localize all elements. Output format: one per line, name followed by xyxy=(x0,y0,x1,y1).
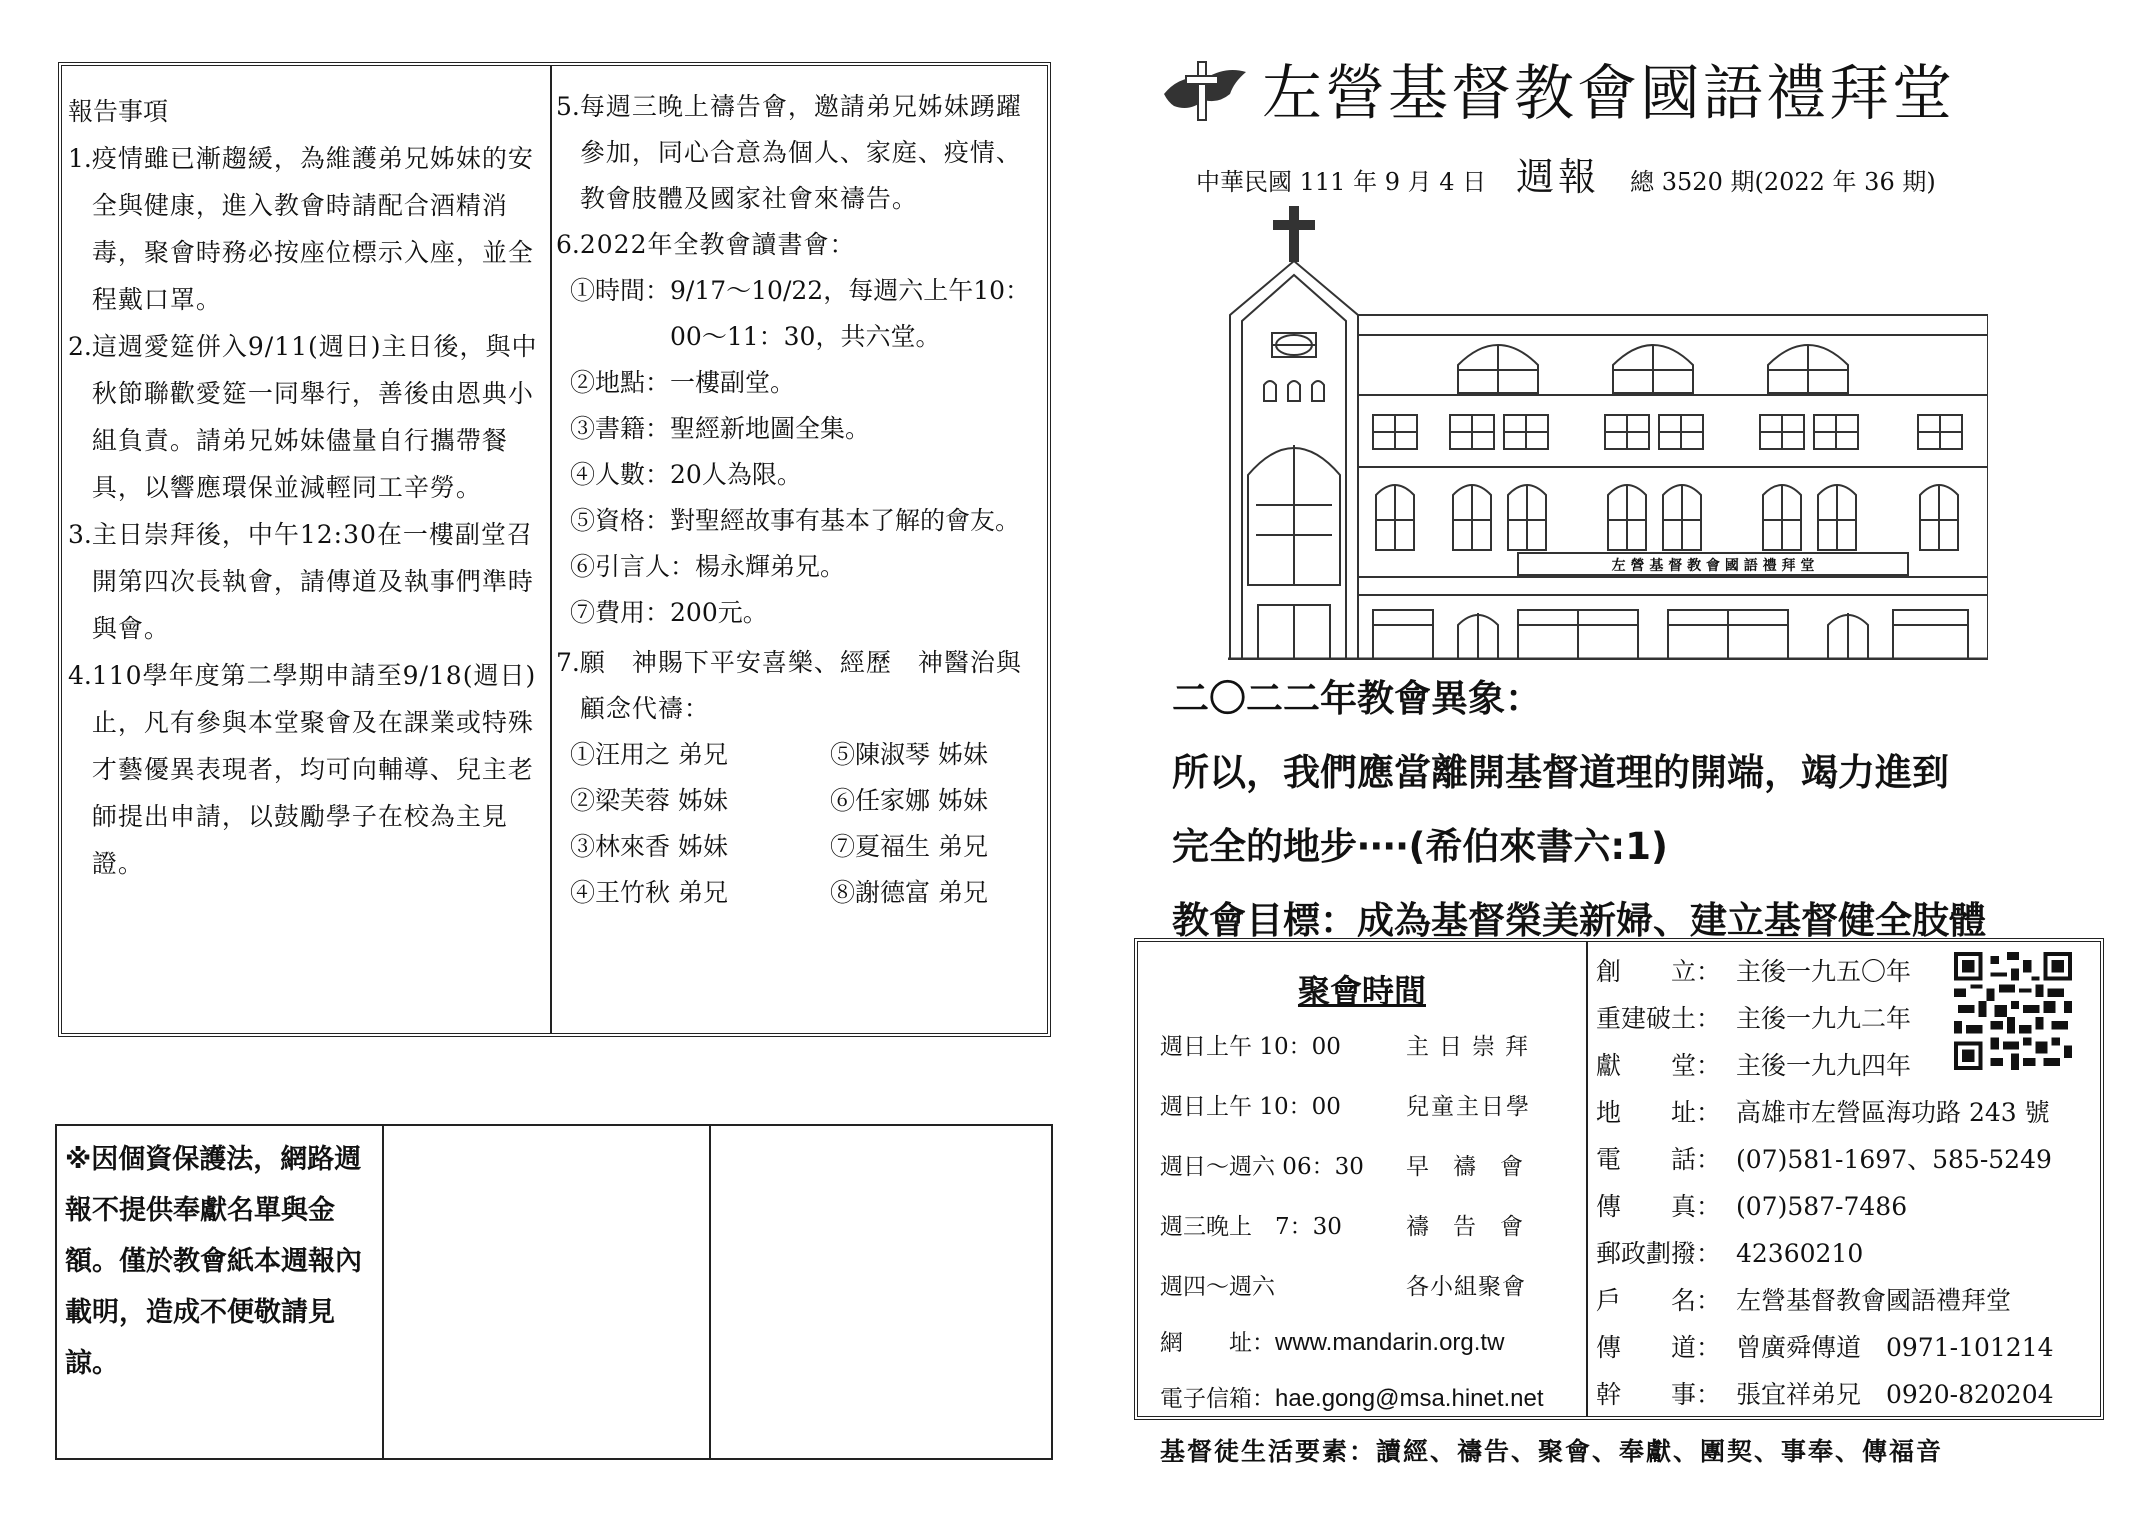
qr-code-icon[interactable] xyxy=(1954,952,2072,1070)
website-link[interactable]: www.mandarin.org.tw xyxy=(1275,1329,1505,1356)
info-row xyxy=(1596,1183,2098,1230)
detail-value: 20人為限。 xyxy=(670,460,802,489)
info-key: 重建破土： xyxy=(1596,1004,1722,1033)
meeting-times-heading: 聚會時間 xyxy=(1297,972,1426,1010)
email-label: 電子信箱： xyxy=(1160,1386,1275,1412)
website-row xyxy=(1160,1324,1504,1357)
detail-key: ①時間： xyxy=(570,276,671,305)
announcement-item xyxy=(68,323,550,511)
website-label: 網 址： xyxy=(1160,1330,1275,1356)
item-text: 願 神賜下平安喜樂、經歷 神醫治與顧念代禱： xyxy=(579,648,1022,723)
detail-value: 一樓副堂。 xyxy=(670,368,796,397)
prayer-list xyxy=(556,732,1047,916)
meeting-row xyxy=(1160,1088,1531,1121)
vision-verse-line2: 完全的地步‧‧‧‧(希伯來書六:1) xyxy=(1172,825,1668,868)
item-number: 3. xyxy=(68,520,92,549)
meeting-row xyxy=(1160,1028,1538,1061)
prayer-person: ⑤陳淑琴 姊妹 xyxy=(830,740,988,769)
announcement-item xyxy=(556,222,1047,268)
announcements-left-column xyxy=(62,66,552,1033)
detail-value: 對聖經故事有基本了解的會友。 xyxy=(670,506,1021,535)
meeting-row xyxy=(1160,1268,1526,1301)
info-key: 創 立： xyxy=(1596,957,1722,986)
detail-key: ③書籍： xyxy=(570,414,671,443)
info-value: 主後一九九二年 xyxy=(1736,1004,1912,1033)
announcements-box xyxy=(58,62,1051,1037)
item-text: 主日崇拜後，中午12:30在一樓副堂召開第四次長執會，請傳道及執事們準時與會。 xyxy=(91,520,534,643)
reading-detail xyxy=(556,544,1047,590)
church-title: 左營基督教會國語禮拜堂 xyxy=(1262,59,1955,129)
info-value: 主後一九五〇年 xyxy=(1736,957,1912,986)
privacy-notice: ※因個資保護法，網路週報不提供奉獻名單與金額。僅於教會紙本週報內載明，造成不便敬請見諒。 xyxy=(65,1144,362,1379)
detail-key: ⑤資格： xyxy=(570,506,671,535)
item-text: 這週愛筵併入9/11(週日)主日後，與中秋節聯歡愛筵一同舉行，善後由恩典小組負責。請弟兄姊妹儘量自行攜帶餐具，以響應環保並減輕同工辛勞。 xyxy=(91,332,538,502)
empty-cell xyxy=(384,1126,711,1458)
item-number: 1. xyxy=(68,144,92,173)
info-key: 地 址： xyxy=(1596,1098,1722,1127)
item-text: 每週三晚上禱告會，邀請弟兄姊妹踴躍參加，同心合意為個人、家庭、疫情、教會肢體及國家社會來禱告。 xyxy=(579,92,1022,213)
info-key: 幹 事： xyxy=(1596,1380,1722,1409)
info-row xyxy=(1596,1324,2098,1371)
meeting-time: 週三晚上 7：30 xyxy=(1160,1214,1342,1240)
meeting-name: 各小組聚會 xyxy=(1406,1274,1526,1300)
meeting-name: 早禱會 xyxy=(1406,1154,1547,1180)
vision-heading: 二〇二二年教會異象： xyxy=(1172,677,1542,720)
prayer-person: ⑥任家娜 姊妹 xyxy=(830,786,988,815)
announcement-item xyxy=(68,652,550,887)
detail-value: 9/17～10/22，每週六上午10：00～11：30，共六堂。 xyxy=(670,276,1031,351)
info-row xyxy=(1596,1230,2098,1277)
prayer-person: ①汪用之 弟兄 xyxy=(570,740,728,769)
church-goal: 教會目標：成為基督榮美新婦、建立基督健全肢體 xyxy=(1172,899,1986,942)
email-link[interactable]: hae.gong@msa.hinet.net xyxy=(1275,1385,1544,1412)
info-key: 獻 堂： xyxy=(1596,1051,1722,1080)
reading-detail xyxy=(556,360,1047,406)
info-key: 電 話： xyxy=(1596,1145,1722,1174)
church-logo-icon xyxy=(1160,60,1250,122)
prayer-person: ⑧謝德富 弟兄 xyxy=(830,878,988,907)
church-sign: 左 營 基 督 教 會 國 語 禮 拜 堂 xyxy=(1611,558,1815,574)
item-text: 110學年度第二學期申請至9/18(週日)止，凡有參與本堂聚會及在課業或特殊才藝優異表現者，均可向輔導、兒主老師提出申請，以鼓勵學子在校為主見證。 xyxy=(91,661,537,878)
info-key: 傳 真： xyxy=(1596,1192,1722,1221)
prayer-person: ②梁芙蓉 姊妹 xyxy=(570,786,728,815)
info-value: 主後一九九四年 xyxy=(1736,1051,1912,1080)
meeting-times xyxy=(1138,942,1588,1416)
item-text: 疫情雖已漸趨緩，為維護弟兄姊妹的安全與健康，進入教會時請配合酒精消毒，聚會時務必按座位標示入座，並全程戴口罩。 xyxy=(91,144,534,314)
detail-key: ④人數： xyxy=(570,460,671,489)
bulletin-issue: 總 3520 期(2022 年 36 期) xyxy=(1630,168,1936,196)
info-row xyxy=(1596,1277,2098,1324)
prayer-person: ⑦夏福生 弟兄 xyxy=(830,832,988,861)
info-row xyxy=(1596,1136,2098,1183)
prayer-person: ③林來香 姊妹 xyxy=(570,832,728,861)
detail-value: 聖經新地圖全集。 xyxy=(670,414,871,443)
detail-key: ⑦費用： xyxy=(570,598,671,627)
detail-value: 楊永輝弟兄。 xyxy=(695,552,846,581)
item-number: 4. xyxy=(68,661,92,690)
item-number: 6. xyxy=(556,230,580,259)
detail-value: 200元。 xyxy=(670,598,768,627)
prayer-person: ④王竹秋 弟兄 xyxy=(570,878,728,907)
meeting-row xyxy=(1160,1148,1547,1181)
info-value: 高雄市左營區海功路 243 號 xyxy=(1736,1098,2050,1127)
info-value: 張宜祥弟兄 0920-820204 xyxy=(1736,1380,2054,1409)
reading-detail xyxy=(556,268,1047,360)
meeting-info-box xyxy=(1134,938,2104,1420)
announcement-item xyxy=(556,84,1047,222)
reading-detail xyxy=(556,406,1047,452)
detail-key: ⑥引言人： xyxy=(570,552,696,581)
vision-verse-line1: 所以，我們應當離開基督道理的開端，竭力進到 xyxy=(1172,751,1949,794)
detail-key: ②地點： xyxy=(570,368,671,397)
info-key: 郵政劃撥： xyxy=(1596,1239,1722,1268)
meeting-name: 禱告會 xyxy=(1406,1214,1547,1240)
info-key: 傳 道： xyxy=(1596,1333,1722,1362)
item-number: 2. xyxy=(68,332,92,361)
reading-detail xyxy=(556,590,1047,636)
reading-detail xyxy=(556,498,1047,544)
reading-detail xyxy=(556,452,1047,498)
bulletin-subheader xyxy=(1196,146,1936,201)
bulletin-label: 週報 xyxy=(1516,155,1601,199)
info-value: (07)581-1697、585-5249 xyxy=(1736,1145,2052,1174)
meeting-time: 週日上午 10：00 xyxy=(1160,1034,1341,1060)
meeting-time: 週四～週六 xyxy=(1160,1274,1275,1300)
church-building-illustration xyxy=(1228,205,1988,660)
info-row xyxy=(1596,1371,2098,1418)
privacy-cell xyxy=(57,1126,384,1458)
meeting-time: 週日上午 10：00 xyxy=(1160,1094,1341,1120)
announcements-heading: 報告事項 xyxy=(68,97,169,126)
info-value: 42360210 xyxy=(1736,1239,1864,1268)
bulletin-date: 中華民國 111 年 9 月 4 日 xyxy=(1196,168,1487,196)
christian-life-footer: 基督徒生活要素：讀經、禱告、聚會、奉獻、團契、事奉、傳福音 xyxy=(1160,1437,1944,1466)
meeting-name: 主日崇拜 xyxy=(1406,1034,1538,1060)
meeting-time: 週日～週六 06：30 xyxy=(1160,1154,1364,1180)
info-value: (07)587-7486 xyxy=(1736,1192,1908,1221)
item-number: 7. xyxy=(556,648,580,677)
announcement-item xyxy=(68,135,550,323)
meeting-name: 兒童主日學 xyxy=(1406,1094,1531,1120)
email-row xyxy=(1160,1380,1544,1413)
meeting-row xyxy=(1160,1208,1547,1241)
announcement-item xyxy=(68,511,550,652)
info-row xyxy=(1596,1089,2098,1136)
item-number: 5. xyxy=(556,92,580,121)
offering-table xyxy=(55,1124,1053,1460)
info-value: 曾廣舜傳道 0971-101214 xyxy=(1736,1333,2054,1362)
vision-section xyxy=(1172,668,2122,952)
announcements-right-column xyxy=(552,66,1047,1033)
announcement-item xyxy=(556,640,1047,732)
info-value: 左營基督教會國語禮拜堂 xyxy=(1736,1286,2012,1315)
info-key: 戶 名： xyxy=(1596,1286,1722,1315)
item-text: 2022年全教會讀書會： xyxy=(579,230,856,259)
